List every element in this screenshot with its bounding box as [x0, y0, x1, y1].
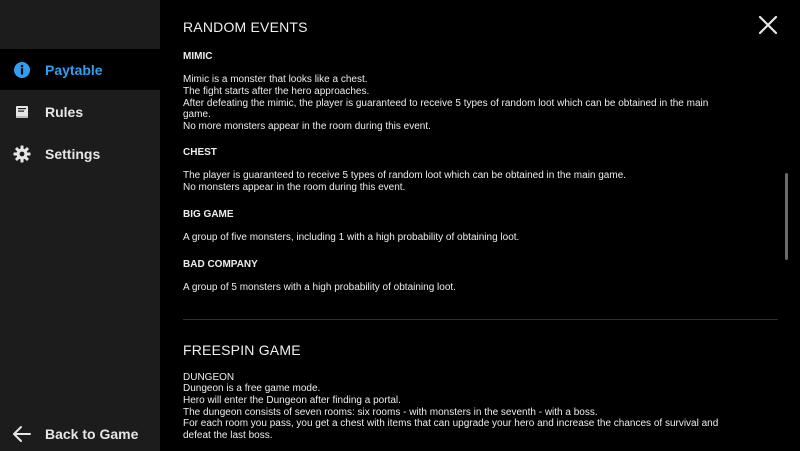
event-title-chest: CHEST	[183, 147, 217, 158]
sidebar-item-paytable[interactable]	[0, 49, 160, 90]
sidebar	[0, 0, 160, 451]
sidebar-item-label: Rules	[45, 103, 84, 120]
event-title-big-game: BIG GAME	[183, 209, 234, 220]
close-icon	[757, 14, 779, 36]
text-line: Mimic is a monster that looks like a chest.	[183, 74, 368, 85]
text-line: For each room you pass, you get a chest with items that can upgrade your hero and increase the chances of survival and	[183, 418, 719, 430]
text-line: No monsters appear in the room during this event.	[183, 181, 406, 193]
book-icon	[13, 103, 31, 121]
text-line: A group of 5 monsters with a high probability of obtaining loot.	[183, 282, 456, 293]
text-line: defeat the last boss.	[183, 430, 273, 442]
back-to-game-label: Back to Game	[45, 426, 139, 442]
text-line: The player is guaranteed to receive 5 types of random loot which can be obtained in the main game.	[183, 170, 627, 181]
event-description-bad-company	[183, 282, 456, 294]
arrow-left-icon	[12, 425, 32, 443]
back-to-game-button[interactable]	[0, 414, 160, 451]
event-description-mimic	[183, 74, 708, 133]
gear-icon	[13, 145, 31, 163]
text-line: The fight starts after the hero approaches.	[183, 85, 370, 97]
event-description-big-game	[183, 232, 519, 244]
text-line: The dungeon consists of seven rooms: six rooms - with monsters in the seventh - with a boss.	[183, 406, 598, 418]
text-line: A group of five monsters, including 1 with a high probability of obtaining loot.	[183, 232, 520, 243]
event-description-dungeon	[183, 383, 718, 442]
event-title-dungeon: DUNGEON	[183, 372, 235, 383]
section-title-freespin-game: FREESPIN GAME	[183, 342, 301, 358]
event-description-chest	[183, 170, 626, 194]
section-title-random-events: RANDOM EVENTS	[183, 19, 308, 35]
text-line: After defeating the mimic, the player is guaranteed to receive 5 types of random loot which can be obtained in the main	[183, 97, 709, 109]
paytable-content[interactable]	[160, 0, 800, 451]
sidebar-item-label: Settings	[45, 145, 101, 162]
event-title-mimic: MIMIC	[183, 51, 213, 62]
text-line: game.	[183, 109, 211, 121]
event-title-bad-company: BAD COMPANY	[183, 259, 258, 270]
close-button[interactable]	[757, 14, 779, 36]
sidebar-item-label: Paytable	[45, 61, 103, 78]
scrollbar-thumb[interactable]	[785, 173, 788, 260]
text-line: No more monsters appear in the room during this event.	[183, 121, 431, 133]
text-line: Dungeon is a free game mode.	[183, 383, 321, 394]
info-icon	[13, 61, 31, 79]
text-line: Hero will enter the Dungeon after finding a portal.	[183, 394, 401, 406]
sidebar-item-settings[interactable]	[0, 133, 160, 174]
section-divider	[183, 319, 778, 320]
sidebar-item-rules[interactable]	[0, 91, 160, 132]
